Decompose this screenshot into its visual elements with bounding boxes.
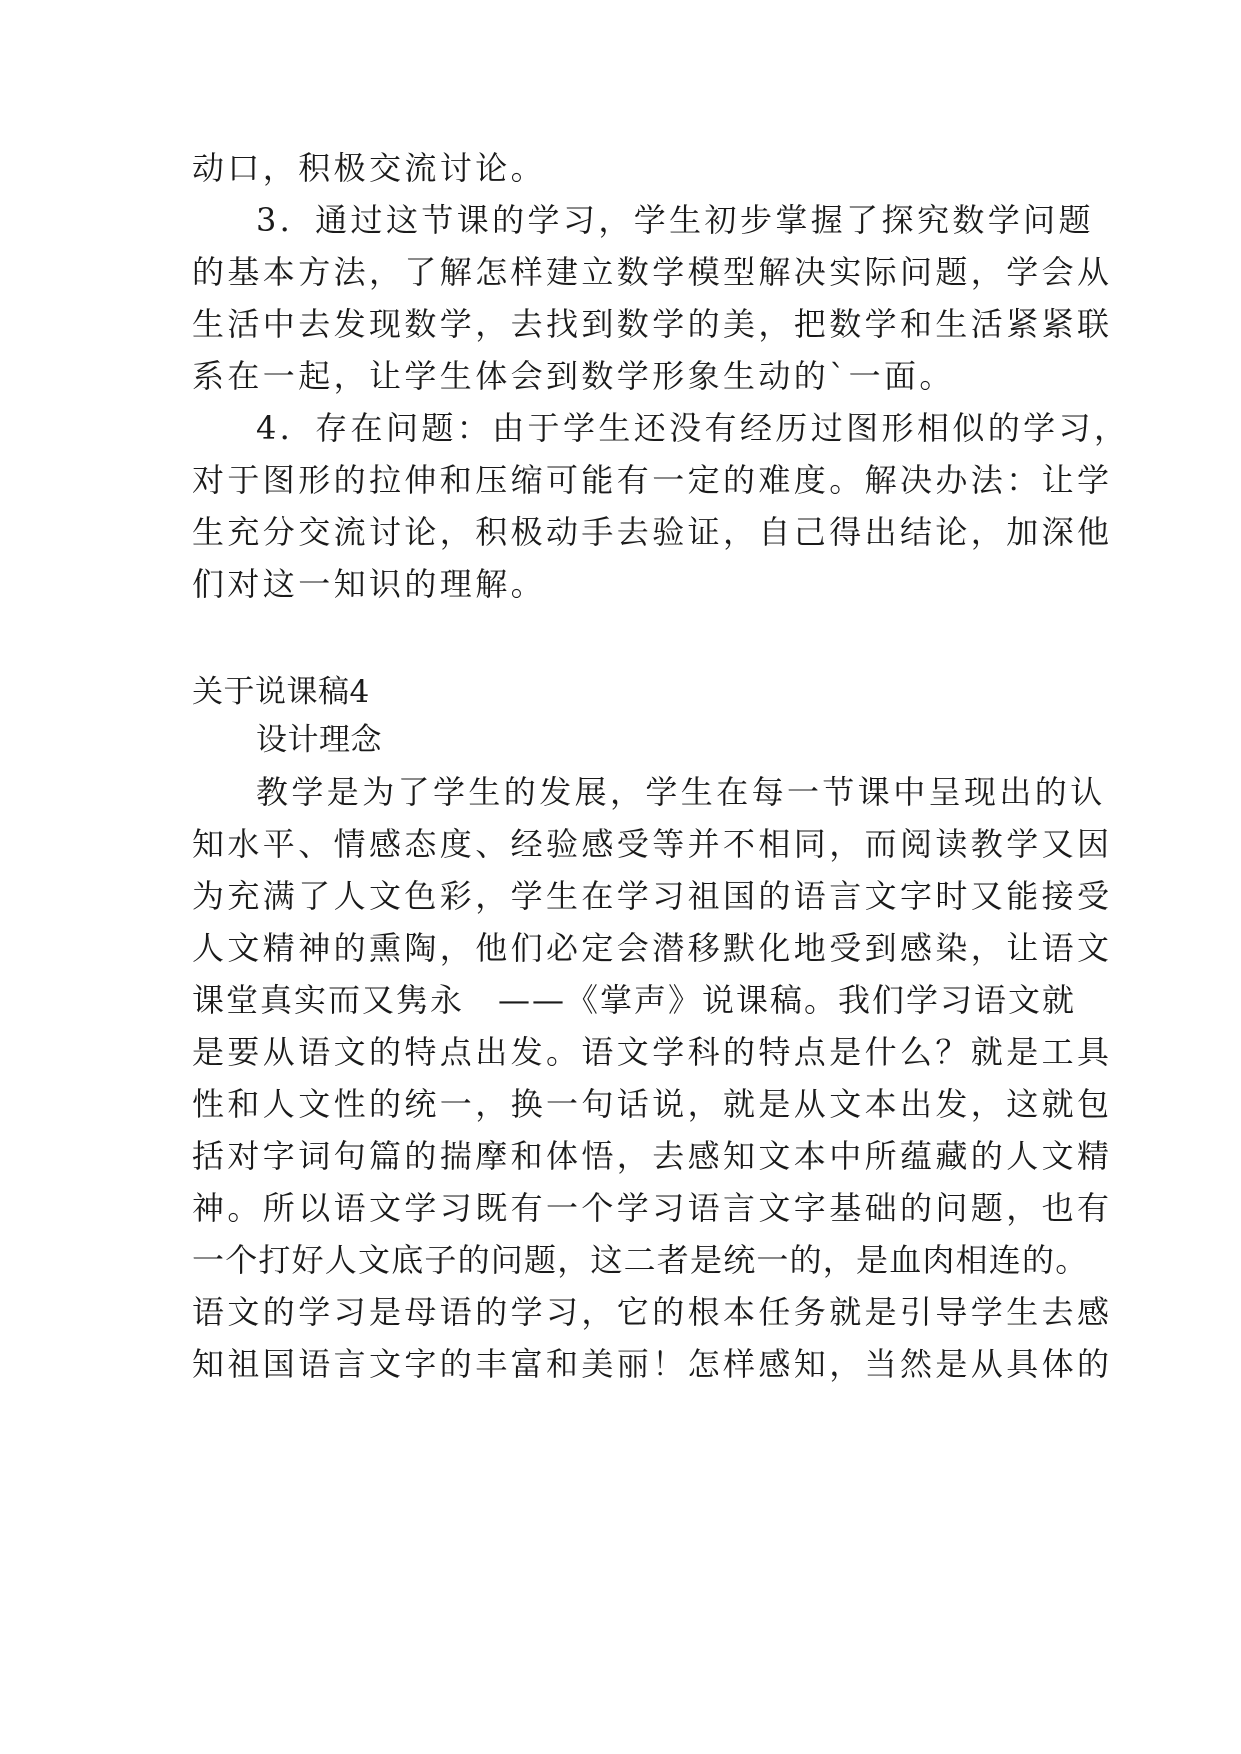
- paragraph-line: 知水平、情感态度、经验感受等并不相同，而阅读教学又因: [192, 825, 1113, 863]
- paragraph-line: 们对这一知识的理解。: [192, 565, 547, 603]
- paragraph-line: 人文精神的熏陶，他们必定会潜移默化地受到感染，让语文: [192, 929, 1113, 967]
- paragraph-line: 生活中去发现数学，去找到数学的美，把数学和生活紧紧联: [192, 305, 1113, 343]
- paragraph-line: 教学是为了学生的发展，学生在每一节课中呈现出的认: [256, 773, 1106, 811]
- paragraph-line: 4．存在问题：由于学生还没有经历过图形相似的学习，: [256, 409, 1130, 447]
- paragraph-line: 动口，积极交流讨论。: [192, 149, 547, 187]
- paragraph-line: 神。所以语文学习既有一个学习语言文字基础的问题，也有: [192, 1189, 1113, 1227]
- paragraph-line: 对于图形的拉伸和压缩可能有一定的难度。解决办法：让学: [192, 461, 1113, 499]
- paragraph-line: 语文的学习是母语的学习，它的根本任务就是引导学生去感: [192, 1293, 1113, 1331]
- paragraph-line: 性和人文性的统一，换一句话说，就是从文本出发，这就包: [192, 1085, 1113, 1123]
- paragraph-line: 3．通过这节课的学习，学生初步掌握了探究数学问题: [256, 201, 1094, 239]
- paragraph-line: 的基本方法，了解怎样建立数学模型解决实际问题，学会从: [192, 253, 1113, 291]
- paragraph-line: 为充满了人文色彩，学生在学习祖国的语言文字时又能接受: [192, 877, 1113, 915]
- paragraph-line: 知祖国语言文字的丰富和美丽！怎样感知，当然是从具体的: [192, 1345, 1113, 1383]
- paragraph-line: 课堂真实而又隽永 ——《掌声》说课稿。我们学习语文就: [192, 981, 1077, 1019]
- paragraph-line: 系在一起，让学生体会到数学形象生动的`一面。: [192, 357, 955, 395]
- paragraph-line: 生充分交流讨论，积极动手去验证，自己得出结论，加深他: [192, 513, 1113, 551]
- paragraph-line: 是要从语文的特点出发。语文学科的特点是什么？就是工具: [192, 1033, 1113, 1071]
- section-title: 关于说课稿4: [192, 674, 370, 710]
- paragraph-line: 括对字词句篇的揣摩和体悟，去感知文本中所蕴藏的人文精: [192, 1137, 1113, 1175]
- subsection-title: 设计理念: [256, 722, 382, 758]
- paragraph-line: 一个打好人文底子的问题，这二者是统一的，是血肉相连的。: [192, 1241, 1089, 1279]
